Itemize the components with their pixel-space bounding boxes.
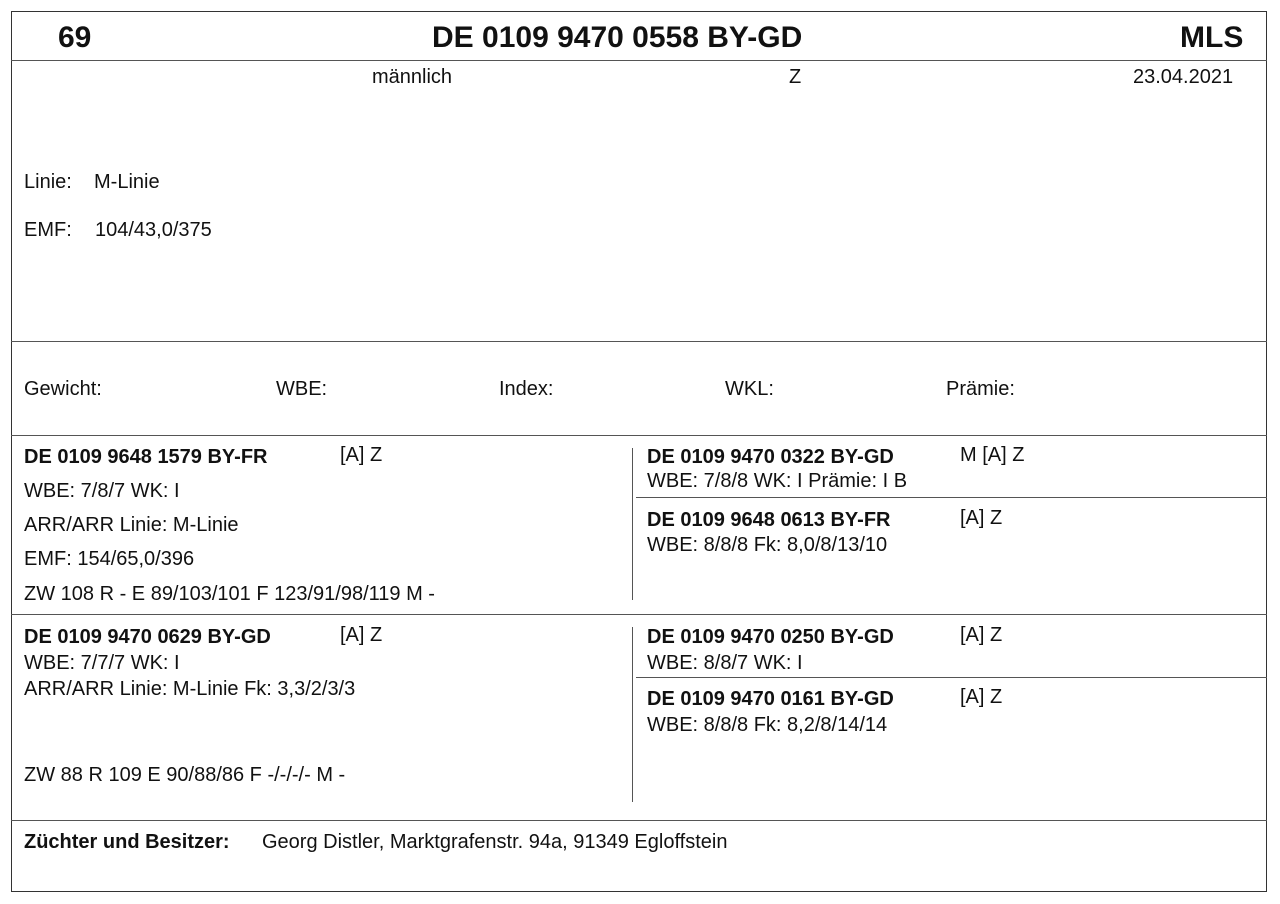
divider-father-vertical bbox=[632, 448, 633, 600]
divider-info bbox=[11, 341, 1267, 342]
divider-father bbox=[11, 614, 1267, 615]
herdbook-mark: Z bbox=[789, 66, 802, 88]
mother-id: DE 0109 9470 0629 BY-GD bbox=[24, 626, 271, 648]
animal-id: DE 0109 9470 0558 BY-GD bbox=[432, 21, 803, 54]
mother-sire-line-1: WBE: 8/8/7 WK: I bbox=[647, 652, 803, 674]
wbe-label: WBE: bbox=[276, 378, 328, 400]
mother-sire-tags: [A] Z bbox=[960, 624, 1003, 646]
father-line-4: ZW 108 R - E 89/103/101 F 123/91/98/119 M - bbox=[24, 583, 435, 605]
praemie-label: Prämie: bbox=[946, 378, 1015, 400]
gewicht-label: Gewicht: bbox=[24, 378, 102, 400]
divider-mother-grandparents bbox=[636, 677, 1267, 678]
divider-mother-vertical bbox=[632, 627, 633, 802]
linie-value: M-Linie bbox=[94, 171, 160, 193]
father-dam-id: DE 0109 9648 0613 BY-FR bbox=[647, 509, 891, 531]
emf-label: EMF: bbox=[24, 219, 72, 241]
mother-line-1: WBE: 7/7/7 WK: I bbox=[24, 652, 180, 674]
father-line-1: WBE: 7/8/7 WK: I bbox=[24, 480, 180, 502]
breeder-value: Georg Distler, Marktgrafenstr. 94a, 91349 Egloffstein bbox=[262, 831, 728, 853]
sex: männlich bbox=[372, 66, 453, 88]
catalog-number: 69 bbox=[58, 21, 92, 54]
mother-dam-id: DE 0109 9470 0161 BY-GD bbox=[647, 688, 894, 710]
breeder-label: Züchter und Besitzer: bbox=[24, 831, 230, 853]
mother-tags: [A] Z bbox=[340, 624, 383, 646]
mother-dam-line-1: WBE: 8/8/8 Fk: 8,2/8/14/14 bbox=[647, 714, 888, 736]
father-line-3: EMF: 154/65,0/396 bbox=[24, 548, 195, 570]
birth-date: 23.04.2021 bbox=[1133, 66, 1234, 88]
father-sire-id: DE 0109 9470 0322 BY-GD bbox=[647, 446, 894, 468]
father-sire-tags: M [A] Z bbox=[960, 444, 1025, 466]
father-line-2: ARR/ARR Linie: M-Linie bbox=[24, 514, 239, 536]
mother-sire-id: DE 0109 9470 0250 BY-GD bbox=[647, 626, 894, 648]
linie-label: Linie: bbox=[24, 171, 72, 193]
father-sire-line-1: WBE: 7/8/8 WK: I Prämie: I B bbox=[647, 470, 908, 492]
divider-header bbox=[11, 60, 1267, 61]
emf-value: 104/43,0/375 bbox=[95, 219, 212, 241]
mother-line-2: ARR/ARR Linie: M-Linie Fk: 3,3/2/3/3 bbox=[24, 678, 356, 700]
divider-stats bbox=[11, 435, 1267, 436]
divider-father-grandparents bbox=[636, 497, 1267, 498]
index-label: Index: bbox=[499, 378, 554, 400]
father-dam-tags: [A] Z bbox=[960, 507, 1003, 529]
father-dam-line-1: WBE: 8/8/8 Fk: 8,0/8/13/10 bbox=[647, 534, 888, 556]
father-tags: [A] Z bbox=[340, 444, 383, 466]
breed-code: MLS bbox=[1180, 21, 1244, 54]
wkl-label: WKL: bbox=[725, 378, 774, 400]
divider-mother bbox=[11, 820, 1267, 821]
father-id: DE 0109 9648 1579 BY-FR bbox=[24, 446, 268, 468]
mother-line-4: ZW 88 R 109 E 90/88/86 F -/-/-/- M - bbox=[24, 764, 346, 786]
mother-dam-tags: [A] Z bbox=[960, 686, 1003, 708]
